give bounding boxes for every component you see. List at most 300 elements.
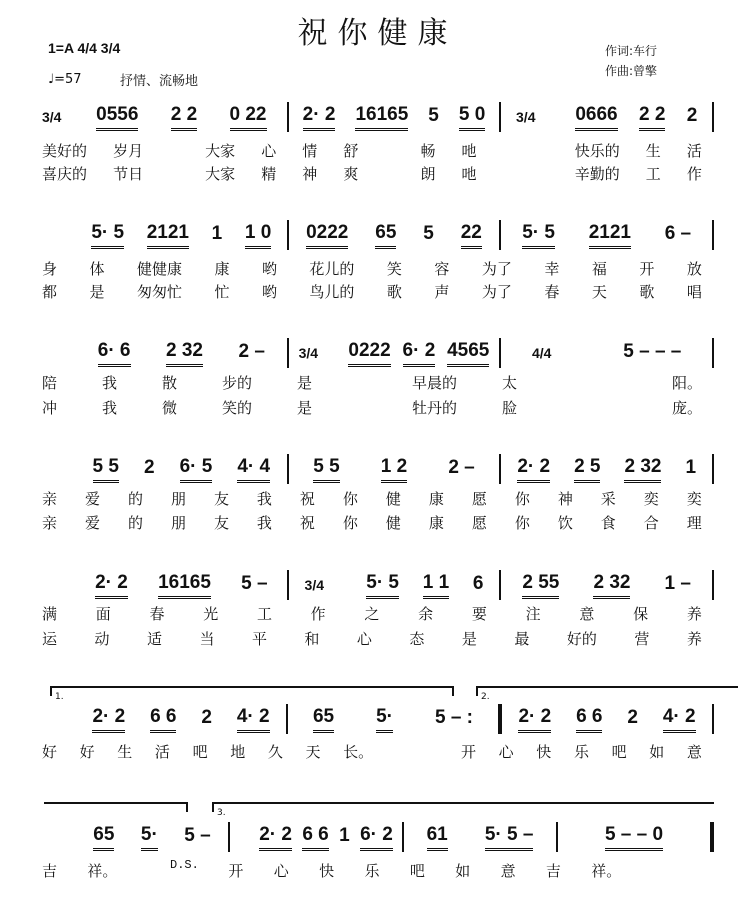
lyric-syllable: 理 bbox=[686, 514, 702, 532]
lyric-syllable: 我 bbox=[102, 399, 118, 417]
lyric-syllable: 乐 bbox=[573, 743, 589, 761]
lyric-syllable bbox=[539, 140, 549, 161]
lyric-syllable: 面 bbox=[95, 605, 111, 623]
note-group: 5 – bbox=[184, 825, 211, 846]
lyric-syllable: 作 bbox=[686, 165, 702, 183]
note-group: 16165 bbox=[355, 104, 408, 131]
lyric-syllable: 是 bbox=[461, 630, 477, 648]
note-group: 5 5 bbox=[313, 456, 339, 483]
lyric-syllable: 吉 bbox=[545, 862, 561, 880]
lyric-line-1 bbox=[42, 258, 702, 279]
lyric-syllable: 春 bbox=[149, 605, 165, 623]
volta-2 bbox=[476, 686, 738, 702]
volta-2-continued bbox=[44, 802, 188, 812]
lyric-syllable: 朋 bbox=[170, 490, 186, 508]
note-group: 2· 2 bbox=[303, 104, 336, 131]
note-group: 16165 bbox=[158, 572, 211, 599]
measure bbox=[80, 222, 283, 249]
lyric-syllable: 要 bbox=[471, 605, 487, 623]
lyric-syllable: 康 bbox=[428, 514, 444, 532]
lyric-syllable: 你 bbox=[514, 490, 530, 508]
lyric-syllable bbox=[169, 140, 179, 161]
note-group: 65 bbox=[375, 222, 396, 249]
notation-row bbox=[42, 104, 718, 130]
lyric-syllable: 匆匆忙 bbox=[136, 283, 182, 301]
lyric-syllable bbox=[539, 163, 549, 184]
lyric-syllable: 生 bbox=[117, 743, 133, 761]
lyric-syllable: 我 bbox=[256, 514, 272, 532]
note-group: 0222 bbox=[306, 222, 348, 249]
measure bbox=[505, 456, 708, 483]
lyric-syllable bbox=[562, 397, 572, 418]
lyric-syllable bbox=[148, 860, 158, 881]
lyric-syllable: 当 bbox=[199, 630, 215, 648]
lyric-syllable: 花儿的 bbox=[309, 260, 355, 278]
note-group: 0222 bbox=[348, 340, 390, 367]
lyric-syllable: 奕 bbox=[686, 490, 702, 508]
bar-line bbox=[712, 102, 714, 132]
note-group: 5· bbox=[141, 824, 158, 851]
lyric-syllable: 平 bbox=[251, 630, 267, 648]
lyric-syllable: 情 bbox=[302, 142, 318, 160]
lyric-syllable: 福 bbox=[591, 260, 607, 278]
lyric-syllable: 的 bbox=[127, 514, 143, 532]
lyric-syllable: 神 bbox=[302, 165, 318, 183]
lyric-syllable: 心 bbox=[261, 142, 277, 160]
lyric-syllable: 唱 bbox=[686, 283, 702, 301]
note-group: 6· 2 bbox=[360, 824, 393, 851]
measure bbox=[293, 340, 496, 367]
measure bbox=[293, 222, 496, 249]
lyric-syllable: 工 bbox=[256, 605, 272, 623]
lyric-syllable bbox=[503, 163, 513, 184]
song-title: 祝你健康 bbox=[297, 16, 458, 51]
lyric-syllable: 哟 bbox=[261, 283, 277, 301]
note-group: 1 2 bbox=[381, 456, 407, 483]
volta-3 bbox=[212, 802, 714, 818]
measure bbox=[80, 456, 283, 483]
lyric-syllable: 神 bbox=[557, 490, 573, 508]
lyric-syllable bbox=[428, 741, 438, 762]
measure bbox=[505, 572, 708, 599]
note-group: 5 bbox=[428, 105, 439, 126]
note-group: 2· 2 bbox=[259, 824, 292, 851]
lyric-syllable bbox=[188, 860, 198, 881]
bar-line bbox=[287, 570, 289, 600]
note-group: 2 – bbox=[238, 341, 265, 362]
note-group: 6 bbox=[472, 573, 484, 594]
note-group: 2 bbox=[143, 457, 155, 478]
lyric-syllable: 春 bbox=[544, 283, 560, 301]
time-signature: 4/4 bbox=[531, 345, 552, 361]
lyric-line-1 bbox=[42, 488, 702, 509]
bar-line bbox=[228, 822, 230, 852]
note-group: 4· 4 bbox=[237, 456, 270, 483]
bar-line bbox=[712, 454, 714, 484]
lyric-syllable: 如 bbox=[649, 743, 665, 761]
lyric-syllable: 合 bbox=[643, 514, 659, 532]
lyric-syllable: 养 bbox=[686, 630, 702, 648]
lyric-line-2 bbox=[42, 628, 702, 649]
measure bbox=[505, 222, 708, 249]
bar-line bbox=[499, 454, 501, 484]
lyric-syllable: 吔 bbox=[461, 165, 477, 183]
note-group: 2121 bbox=[147, 222, 189, 249]
time-signature: 3/4 bbox=[516, 109, 536, 125]
note-group: 4· 2 bbox=[237, 706, 270, 733]
lyric-syllable: 吧 bbox=[192, 743, 208, 761]
lyric-syllable: 我 bbox=[256, 490, 272, 508]
lyric-syllable: 步的 bbox=[222, 374, 253, 392]
lyric-syllable: 是 bbox=[297, 399, 313, 417]
bar-line bbox=[287, 102, 289, 132]
lyric-syllable: 声 bbox=[434, 283, 450, 301]
lyric-syllable: 祝 bbox=[299, 514, 315, 532]
measure bbox=[506, 706, 708, 733]
lyric-syllable: 为了 bbox=[481, 260, 512, 278]
time-signature: 3/4 bbox=[298, 345, 319, 361]
lyric-syllable: 康 bbox=[214, 260, 230, 278]
lyric-syllable: 作 bbox=[310, 605, 326, 623]
dal-segno: D.S. bbox=[170, 858, 199, 872]
note-group: 4565 bbox=[447, 340, 489, 367]
bar-line bbox=[499, 338, 501, 368]
lyric-syllable: 食 bbox=[600, 514, 616, 532]
note-group: 6· 5 bbox=[180, 456, 213, 483]
lyric-syllable: 大家 bbox=[205, 142, 236, 160]
lyric-syllable: 爱 bbox=[84, 514, 100, 532]
key-signature: 1=A 4/4 3/4 bbox=[48, 40, 121, 56]
notation-row bbox=[42, 222, 718, 248]
notation-row bbox=[42, 572, 718, 598]
lyric-syllable: 亲 bbox=[42, 490, 58, 508]
lyric-syllable: 天 bbox=[305, 743, 321, 761]
note-group: 2 32 bbox=[593, 572, 630, 599]
lyric-syllable: 朋 bbox=[170, 514, 186, 532]
lyric-syllable: 愿 bbox=[471, 490, 487, 508]
composer-credit: 作曲:曾擎 bbox=[605, 64, 658, 78]
lyric-line-1 bbox=[42, 140, 702, 161]
note-group: 5 0 bbox=[459, 104, 485, 131]
lyric-syllable bbox=[617, 397, 627, 418]
lyric-syllable: 吉 bbox=[42, 862, 58, 880]
lyric-syllable: 吔 bbox=[461, 142, 477, 160]
note-group: 6 6 bbox=[302, 824, 328, 851]
note-group: 5· 5 bbox=[366, 572, 399, 599]
lyric-syllable: 长。 bbox=[343, 743, 374, 761]
lyric-syllable: 快 bbox=[319, 862, 335, 880]
lyric-syllable: 奕 bbox=[643, 490, 659, 508]
volta-label: 1. bbox=[55, 692, 64, 702]
note-group: 4· 2 bbox=[663, 706, 696, 733]
bar-line bbox=[498, 704, 502, 734]
lyric-syllable: 好 bbox=[79, 743, 95, 761]
tempo-marking: ♩=57 bbox=[48, 72, 82, 87]
lyric-syllable: 运 bbox=[42, 630, 58, 648]
lyric-syllable: 快 bbox=[536, 743, 552, 761]
lyric-syllable: 饮 bbox=[557, 514, 573, 532]
measure bbox=[80, 572, 283, 599]
measure bbox=[293, 104, 496, 131]
lyric-syllable: 意 bbox=[686, 743, 702, 761]
lyric-syllable: 生 bbox=[645, 142, 661, 160]
lyric-syllable: 喜庆的 bbox=[42, 165, 88, 183]
bar-line bbox=[712, 220, 714, 250]
lyric-syllable bbox=[617, 372, 627, 393]
measure bbox=[80, 824, 224, 851]
lyric-syllable: 吧 bbox=[611, 743, 627, 761]
lyric-syllable: 友 bbox=[213, 514, 229, 532]
lyric-syllable: 最 bbox=[514, 630, 530, 648]
note-group: 6 6 bbox=[576, 706, 602, 733]
lyric-syllable: 注 bbox=[525, 605, 541, 623]
lyric-syllable: 态 bbox=[409, 630, 425, 648]
note-group: 61 bbox=[427, 824, 448, 851]
lyric-syllable: 意 bbox=[579, 605, 595, 623]
note-group: 65 bbox=[313, 706, 334, 733]
lyric-syllable: 健 bbox=[385, 490, 401, 508]
bar-line bbox=[556, 822, 558, 852]
lyric-syllable: 大家 bbox=[205, 165, 236, 183]
note-group: 6 6 bbox=[150, 706, 176, 733]
lyric-syllable: 歌 bbox=[386, 283, 402, 301]
lyric-syllable: 的 bbox=[127, 490, 143, 508]
note-group: 5· 5 bbox=[91, 222, 124, 249]
lyric-syllable: 冲 bbox=[42, 399, 58, 417]
lyric-syllable: 天 bbox=[591, 283, 607, 301]
lyric-syllable: 开 bbox=[461, 743, 477, 761]
lyric-syllable: 营 bbox=[634, 630, 650, 648]
lyric-syllable: 太 bbox=[501, 374, 517, 392]
bar-line bbox=[287, 454, 289, 484]
lyric-syllable: 辛勤的 bbox=[574, 165, 620, 183]
notation-row bbox=[42, 706, 718, 732]
lyric-syllable: 保 bbox=[633, 605, 649, 623]
lyric-syllable: 鸟儿的 bbox=[309, 283, 355, 301]
lyric-syllable: 地 bbox=[230, 743, 246, 761]
lyric-syllable: 是 bbox=[297, 374, 313, 392]
lyric-syllable: 是 bbox=[89, 283, 105, 301]
lyric-syllable: 幸 bbox=[544, 260, 560, 278]
lyric-syllable: 身 bbox=[42, 260, 58, 278]
volta-1 bbox=[50, 686, 454, 702]
lyric-syllable bbox=[169, 163, 179, 184]
note-group: 2 – bbox=[448, 457, 475, 478]
note-group: 5 – – – bbox=[623, 341, 682, 362]
bar-line bbox=[712, 338, 714, 368]
lyric-syllable: 开 bbox=[639, 260, 655, 278]
lyric-syllable: 和 bbox=[304, 630, 320, 648]
measure bbox=[80, 104, 283, 131]
note-group: 2 bbox=[686, 105, 698, 126]
measure bbox=[562, 824, 706, 851]
note-group: 1 1 bbox=[423, 572, 449, 599]
lyric-line-2 bbox=[42, 397, 702, 418]
lyric-syllable: 精 bbox=[261, 165, 277, 183]
note-group: 65 bbox=[93, 824, 114, 851]
note-group: 2 55 bbox=[522, 572, 559, 599]
lyric-syllable bbox=[692, 860, 702, 881]
measure bbox=[408, 824, 552, 851]
bar-line bbox=[287, 220, 289, 250]
note-group: 2· 2 bbox=[95, 572, 128, 599]
lyric-syllable: 哟 bbox=[261, 260, 277, 278]
lyric-syllable: 忙 bbox=[214, 283, 230, 301]
lyric-syllable: 微 bbox=[162, 399, 178, 417]
note-group: 2 bbox=[201, 707, 212, 728]
lyric-syllable: 岁月 bbox=[113, 142, 144, 160]
note-group: 5 – : bbox=[434, 707, 473, 728]
note-group: 2· 2 bbox=[92, 706, 125, 733]
lyric-syllable bbox=[357, 397, 367, 418]
lyric-line-2 bbox=[42, 281, 702, 302]
lyric-syllable: 笑 bbox=[386, 260, 402, 278]
lyric-syllable bbox=[357, 372, 367, 393]
lyric-syllable: 吧 bbox=[409, 862, 425, 880]
measure bbox=[292, 706, 494, 733]
lyric-syllable: 阳。 bbox=[671, 374, 702, 392]
lyric-syllable: 我 bbox=[102, 374, 118, 392]
note-group: 2 2 bbox=[171, 104, 197, 131]
lyric-syllable: 好的 bbox=[566, 630, 597, 648]
note-group: 1 0 bbox=[245, 222, 271, 249]
lyric-syllable: 采 bbox=[600, 490, 616, 508]
note-group: 5· 5 bbox=[522, 222, 555, 249]
notation-row bbox=[42, 456, 718, 482]
bar-line bbox=[402, 822, 404, 852]
lyric-syllable: 舒 bbox=[343, 142, 359, 160]
lyric-syllable: 早晨的 bbox=[411, 374, 457, 392]
lyric-syllable: 工 bbox=[645, 165, 661, 183]
bar-line bbox=[287, 338, 289, 368]
note-group: 2 5 bbox=[574, 456, 600, 483]
note-group: 6· 2 bbox=[403, 340, 436, 367]
lyric-line-1 bbox=[42, 603, 702, 624]
lyric-syllable bbox=[562, 372, 572, 393]
lyric-syllable: 活 bbox=[686, 142, 702, 160]
note-group: 1 – bbox=[664, 573, 691, 594]
lyric-syllable: 满 bbox=[42, 605, 58, 623]
lyric-syllable: 之 bbox=[364, 605, 380, 623]
measure bbox=[254, 824, 398, 851]
lyric-syllable: 牡丹的 bbox=[411, 399, 457, 417]
lyric-syllable: 美好的 bbox=[42, 142, 88, 160]
notation-row bbox=[42, 824, 718, 850]
volta-label: 3. bbox=[217, 808, 226, 818]
lyric-syllable: 适 bbox=[146, 630, 162, 648]
measure bbox=[80, 706, 282, 733]
lyric-syllable: 亲 bbox=[42, 514, 58, 532]
note-group: 5 bbox=[423, 223, 434, 244]
lyric-syllable: 快乐的 bbox=[574, 142, 620, 160]
bar-line bbox=[710, 822, 714, 852]
lyric-syllable: 心 bbox=[498, 743, 514, 761]
lyric-syllable bbox=[503, 140, 513, 161]
lyric-syllable bbox=[384, 140, 394, 161]
note-group: 1 bbox=[211, 223, 223, 244]
note-group: 6· 6 bbox=[98, 340, 131, 367]
bar-line bbox=[286, 704, 288, 734]
lyric-syllable: 脸 bbox=[501, 399, 517, 417]
note-group: 1 bbox=[339, 825, 350, 846]
lyric-syllable: 康 bbox=[428, 490, 444, 508]
note-group: 0 22 bbox=[230, 104, 267, 131]
note-group: 2· 2 bbox=[517, 456, 550, 483]
lyric-line-1 bbox=[42, 860, 702, 881]
lyric-syllable: 都 bbox=[42, 283, 58, 301]
lyric-syllable: 心 bbox=[273, 862, 289, 880]
note-group: 5· bbox=[376, 706, 393, 733]
lyric-syllable: 久 bbox=[267, 743, 283, 761]
note-group: 2 32 bbox=[624, 456, 661, 483]
bar-line bbox=[712, 704, 714, 734]
measure bbox=[293, 572, 496, 599]
lyric-syllable: 好 bbox=[42, 743, 58, 761]
lyric-line-2 bbox=[42, 163, 702, 184]
lyric-syllable: 意 bbox=[500, 862, 516, 880]
lyric-syllable: 祥。 bbox=[87, 862, 118, 880]
lyric-syllable: 健 bbox=[385, 514, 401, 532]
lyric-syllable bbox=[652, 860, 662, 881]
note-group: 6 – bbox=[664, 223, 692, 244]
lyric-syllable: 健健康 bbox=[136, 260, 182, 278]
lyric-syllable bbox=[396, 741, 406, 762]
lyricist-credit: 作词:车行 bbox=[605, 44, 658, 58]
note-group: 0556 bbox=[96, 104, 138, 131]
lyric-syllable: 动 bbox=[94, 630, 110, 648]
lyric-syllable: 体 bbox=[89, 260, 105, 278]
lyric-syllable: 如 bbox=[455, 862, 471, 880]
lyric-line-1 bbox=[42, 741, 702, 762]
note-group: 0666 bbox=[575, 104, 617, 131]
note-group: 2121 bbox=[589, 222, 631, 249]
lyric-syllable: 你 bbox=[342, 514, 358, 532]
bar-line bbox=[499, 570, 501, 600]
bar-line bbox=[712, 570, 714, 600]
note-group: 2 bbox=[627, 707, 638, 728]
lyric-syllable: 祝 bbox=[299, 490, 315, 508]
lyric-line-2 bbox=[42, 512, 702, 533]
lyric-syllable: 愿 bbox=[471, 514, 487, 532]
note-group: 5 5 bbox=[93, 456, 119, 483]
note-group: 5 – – 0 bbox=[605, 824, 663, 851]
note-group: 1 bbox=[685, 457, 697, 478]
time-signature: 3/4 bbox=[42, 109, 62, 125]
volta-label: 2. bbox=[481, 692, 490, 702]
lyric-syllable: 余 bbox=[418, 605, 434, 623]
lyric-syllable: 养 bbox=[686, 605, 702, 623]
time-signature: 3/4 bbox=[304, 577, 324, 593]
expression-marking: 抒情、流畅地 bbox=[120, 74, 199, 89]
lyric-syllable: 友 bbox=[213, 490, 229, 508]
lyric-syllable: 你 bbox=[514, 514, 530, 532]
lyric-line-1 bbox=[42, 372, 702, 393]
lyric-syllable: 你 bbox=[342, 490, 358, 508]
lyric-syllable: 爽 bbox=[343, 165, 359, 183]
lyric-syllable: 乐 bbox=[364, 862, 380, 880]
note-group: 5· 5 – bbox=[485, 824, 534, 851]
lyric-syllable: 节日 bbox=[113, 165, 144, 183]
lyric-syllable: 笑的 bbox=[222, 399, 253, 417]
lyric-syllable: 心 bbox=[356, 630, 372, 648]
lyric-syllable: 光 bbox=[203, 605, 219, 623]
lyric-syllable: 活 bbox=[154, 743, 170, 761]
bar-line bbox=[499, 220, 501, 250]
note-group: 5 – bbox=[241, 573, 268, 594]
lyric-syllable: 散 bbox=[162, 374, 178, 392]
lyric-syllable: 开 bbox=[228, 862, 244, 880]
note-group: 2 32 bbox=[166, 340, 203, 367]
